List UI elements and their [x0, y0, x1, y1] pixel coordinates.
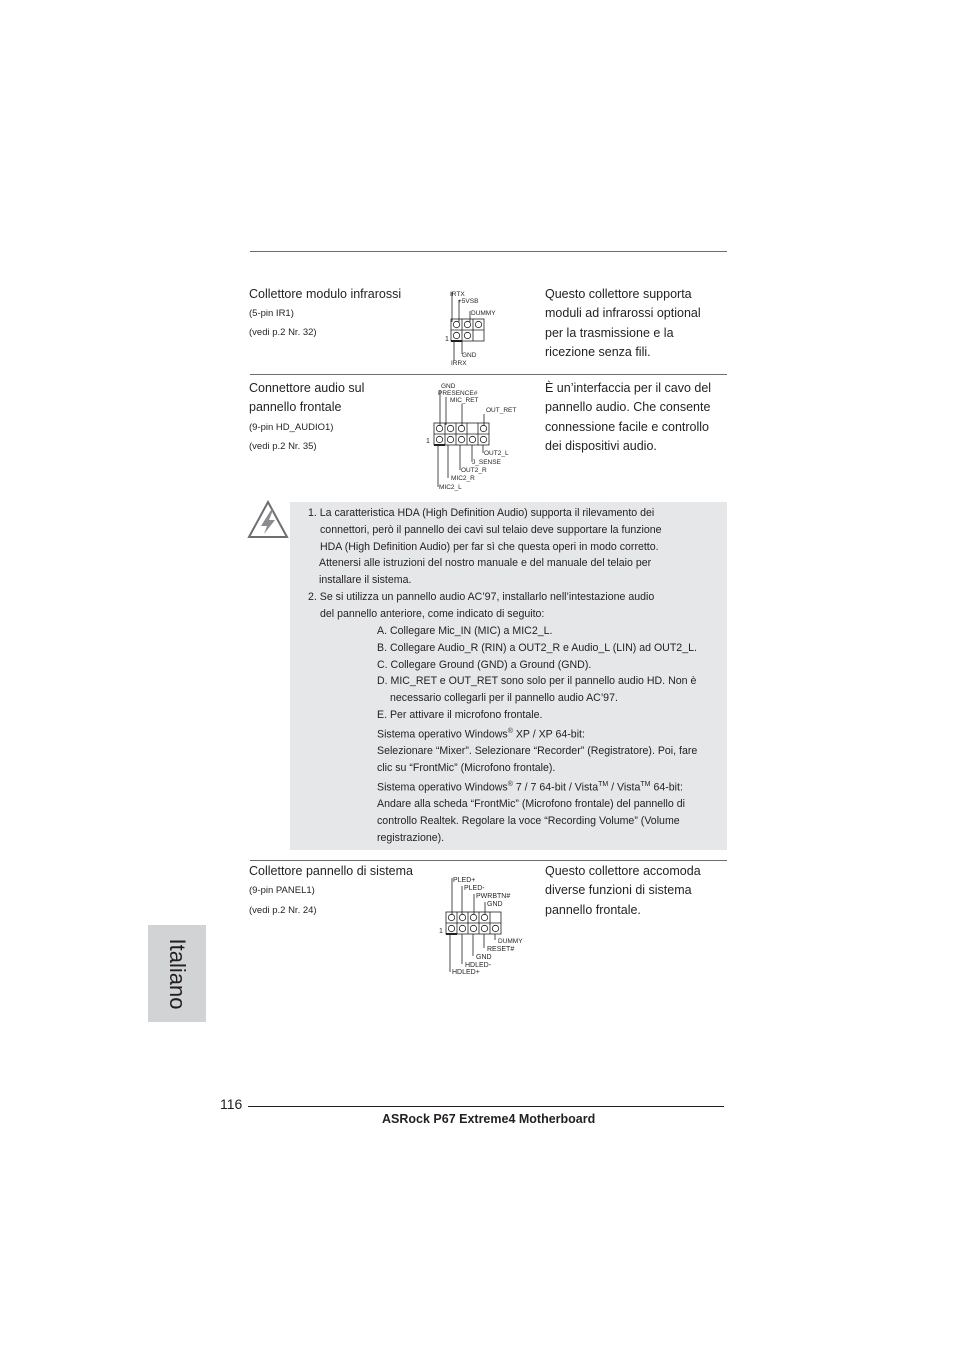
panel-ref: (vedi p.2 Nr. 24)	[249, 905, 317, 916]
panel-label-reset: RESET#	[487, 946, 515, 953]
panel-label-pled-minus: PLED-	[464, 885, 485, 892]
audio-pins: (9-pin HD_AUDIO1)	[249, 422, 334, 433]
windows-7-line: Sistema operativo Windows® 7 / 7 64-bit / Vista™ / Vista™ 64-bit:	[377, 780, 683, 794]
audio-label-mic2-l: MIC2_L	[439, 484, 462, 491]
ir-title: Collettore modulo infrarossi	[249, 287, 402, 301]
ir-description: Questo collettore supporta moduli ad infrarossi optional per la trasmissione e la ricezione senza fili.	[545, 287, 701, 359]
panel-pins: (9-pin PANEL1)	[249, 885, 315, 896]
ir-pins: (5-pin IR1)	[249, 308, 294, 319]
audio-label-j-sense: J_SENSE	[472, 459, 501, 466]
audio-label-out-ret: OUT_RET	[486, 407, 517, 414]
audio-label-out2-r: OUT2_R	[461, 467, 487, 474]
panel-label-dummy: DUMMY	[498, 938, 523, 945]
warning-icon	[247, 500, 289, 540]
audio-description: È un’interfaccia per il cavo del pannello audio. Che consente connessione facile e controllo dei dispositivi audio.	[545, 381, 712, 453]
audio-connector-diagram	[424, 380, 524, 494]
ir-label-irrx: IRRX	[451, 360, 467, 367]
ir-ref: (vedi p.2 Nr. 32)	[249, 327, 317, 338]
audio-label-gnd: GND	[441, 383, 456, 390]
audio-label-mic-ret: MIC_RET	[450, 397, 479, 404]
panel-label-gnd-bottom: GND	[476, 954, 492, 961]
ir-label-dummy: DUMMY	[471, 310, 496, 317]
audio-ref: (vedi p.2 Nr. 35)	[249, 441, 317, 452]
panel-label-hdled-plus: HDLED+	[452, 969, 480, 976]
panel-description: Questo collettore accomoda diverse funzioni di sistema pannello frontale.	[545, 864, 701, 917]
ir-label-gnd: GND	[462, 352, 477, 359]
panel-label-pin1: 1	[439, 928, 443, 935]
side-tab-label: Italiano	[165, 938, 190, 1009]
ir-label-5vsb: +5VSB	[458, 298, 479, 305]
audio-label-out2-l: OUT2_L	[484, 450, 509, 457]
panel-label-gnd-top: GND	[487, 901, 503, 908]
ir-label-irtx: IRTX	[450, 291, 465, 298]
panel-label-pwrbtn: PWRBTN#	[476, 893, 511, 900]
ir-connector-diagram	[440, 286, 510, 368]
note-2-items: A. Collegare Mic_IN (MIC) a MIC2_L. B. Collegare Audio_R (RIN) a OUT2_R e Audio_L (LIN) ad OUT2_L. C. Collegare Ground (GND) a Ground (GND). D. MIC_RET e OUT_RET sono solo per il pannello audio HD. Non è necessario collegarli per il pannello audio AC’97. E. Per attivare il microfono frontale. Sistema operativo Windows® XP / XP 64-bit: Selezionare “Mixer”. Selezionare “Recorder” (Registratore). Poi, fare clic su “FrontMic” (Microfono frontale). Sistema operativo Windows® 7 / 7 64-bit / Vista™ / Vista™ 64-bit: Andare alla scheda “FrontMic” (Microfono frontale) del pannello di controllo Realtek. Regolare la voce “Recording Volume” (Volume registrazione).	[377, 625, 698, 844]
footer-rule	[248, 1106, 724, 1107]
audio-title: Connettore audio sul pannello frontale	[249, 381, 365, 414]
section-divider-1	[250, 374, 727, 375]
page-number: 116	[220, 1096, 243, 1112]
audio-label-mic2-r: MIC2_R	[451, 475, 475, 482]
panel-label-pled-plus: PLED+	[453, 877, 476, 884]
note-2: 2. Se si utilizza un pannello audio AC’97, installarlo nell’intestazione audio del pannello anteriore, come indicato di seguito:	[308, 591, 655, 620]
audio-label-presence: PRESENCE#	[438, 390, 478, 397]
panel-title: Collettore pannello di sistema	[249, 864, 413, 878]
notes-panel	[290, 502, 727, 850]
note-1: 1. La caratteristica HDA (High Definition Audio) supporta il rilevamento dei connettori, però il pannello dei cavi sul telaio deve supportare la funzione HDA (High Definition Audio) per far sì che questa operi in modo corretto. Attenersi alle istruzioni del nostro manuale e del manuale del telaio per installare il sistema.	[308, 507, 662, 587]
language-side-tab	[148, 925, 206, 1022]
panel-label-hdled-minus: HDLED-	[465, 962, 492, 969]
windows-xp-line: Sistema operativo Windows® XP / XP 64-bit:	[377, 727, 585, 741]
top-rule	[250, 251, 727, 252]
panel-connector-diagram	[436, 874, 528, 978]
ir-label-pin1: 1	[445, 336, 449, 343]
footer-product: ASRock P67 Extreme4 Motherboard	[382, 1112, 596, 1126]
audio-label-pin1: 1	[426, 438, 430, 445]
section-divider-2	[250, 860, 727, 861]
